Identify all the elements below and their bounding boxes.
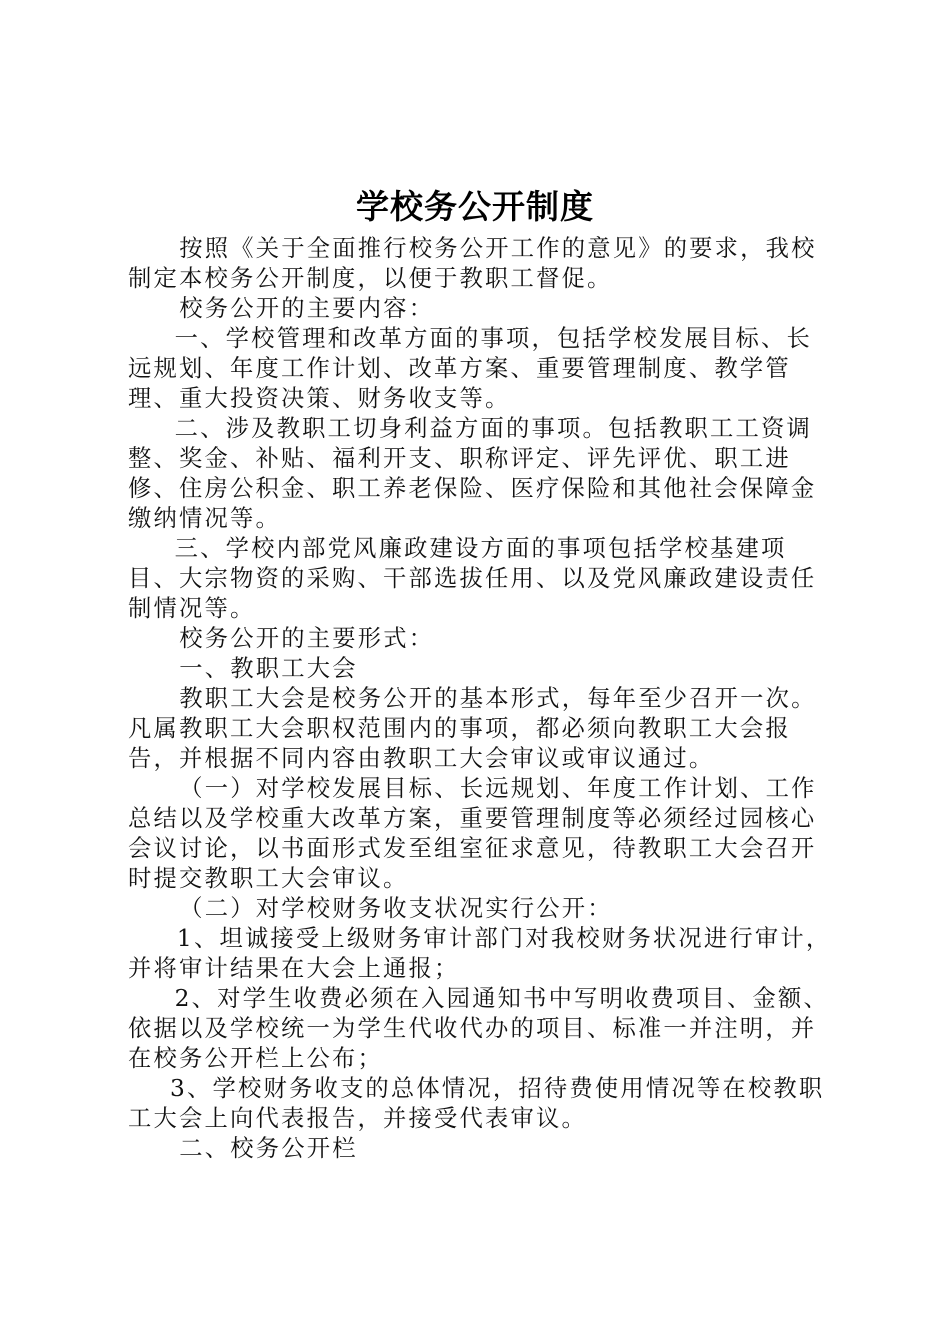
paragraph-form-1-body: 教职工大会是校务公开的基本形式，每年至少召开一次。凡属教职工大会职权范围内的事项，都必须向教职工大会报告，并根据不同内容由教职工大会审议或审议通过。 [128, 685, 817, 772]
paragraph-form-heading: 校务公开的主要形式： [179, 625, 435, 652]
paragraph-numbered-2: 2、对学生收费必须在入园通知书中写明收费项目、金额、依据以及学校统一为学生代收代办的项目、标准一并注明，并在校务公开栏上公布； [128, 985, 830, 1072]
paragraph-sub-1: （一）对学校发展目标、长远规划、年度工作计划、工作总结以及学校重大改革方案，重要管理制度等必须经过园核心会议讨论，以书面形式发至组室征求意见，待教职工大会召开时提交教职工大会审议。 [128, 775, 817, 892]
paragraph-item-2: 二、涉及教职工切身利益方面的事项。包括教职工工资调整、奖金、补贴、福利开支、职称评定、评先评优、职工进修、住房公积金、职工养老保险、医疗保险和其他社会保障金缴纳情况等。 [128, 415, 817, 532]
paragraph-intro: 按照《关于全面推行校务公开工作的意见》的要求，我校制定本校务公开制度，以便于教职工督促。 [128, 235, 817, 292]
paragraph-sub-2: （二）对学校财务收支状况实行公开： [179, 895, 613, 922]
paragraph-item-1: 一、学校管理和改革方面的事项，包括学校发展目标、长远规划、年度工作计划、改革方案、重要管理制度、教学管理、重大投资决策、财务收支等。 [128, 325, 813, 412]
paragraph-numbered-1: 1、坦诚接受上级财务审计部门对我校财务状况进行审计，并将审计结果在大会上通报； [128, 925, 832, 982]
paragraph-numbered-3: 3、学校财务收支的总体情况，招待费使用情况等在校教职工大会上向代表报告，并接受代表审议。 [128, 1075, 825, 1132]
document-body [128, 234, 833, 1164]
paragraph-form-1-heading: 一、教职工大会 [179, 655, 358, 682]
document-title: 学校务公开制度 [356, 187, 594, 226]
paragraph-form-2-heading: 二、校务公开栏 [179, 1135, 358, 1162]
paragraph-content-heading: 校务公开的主要内容： [179, 295, 435, 322]
paragraph-item-3: 三、学校内部党风廉政建设方面的事项包括学校基建项目、大宗物资的采购、干部选拔任用、以及党风廉政建设责任制情况等。 [128, 535, 817, 622]
